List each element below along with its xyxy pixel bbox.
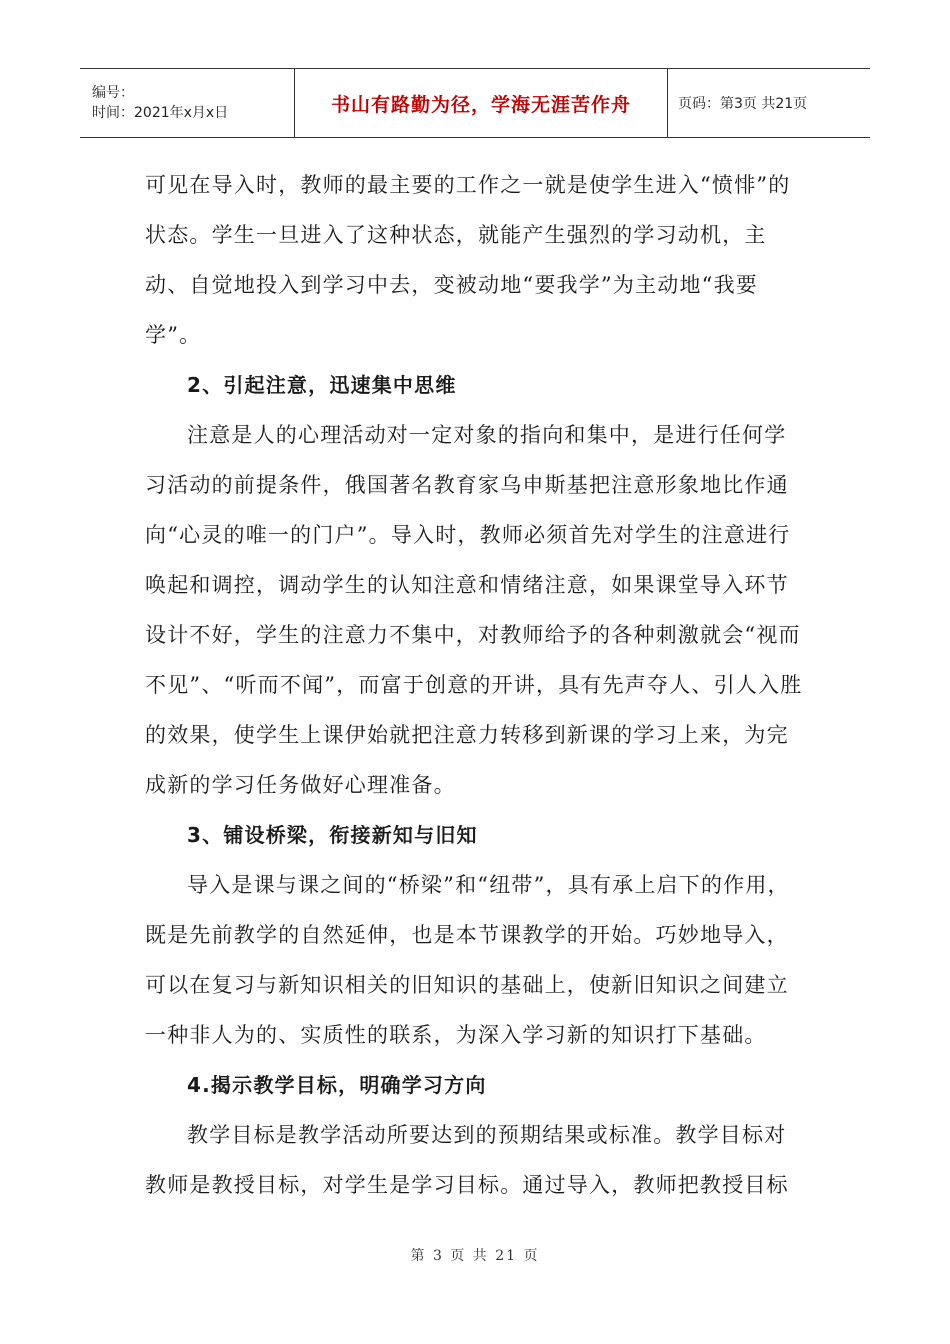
page-header [80,68,870,138]
paragraph-4: 教学目标是教学活动所要达到的预期结果或标准。教学目标对教师是教授目标，对学生是学习目标。通过导入，教师把教授目标 [145,1123,789,1197]
section-heading-3: 3、铺设桥梁，衔接新知与旧知 [187,823,478,847]
header-meta [80,69,295,137]
section-heading-2: 2、引起注意，迅速集中思维 [187,373,457,397]
page-footer [0,1245,950,1265]
paragraph-2: 注意是人的心理活动对一定对象的指向和集中，是进行任何学习活动的前提条件，俄国著名教育家乌申斯基把注意形象地比作通向“心灵的唯一的门户”。导入时，教师必须首先对学生的注意进行唤起和调控，调动学生的认知注意和情绪注意，如果课堂导入环节设计不好，学生的注意力不集中，对教师给予的各种刺激就会“视而不见”、“听而不闻”，而富于创意的开讲，具有先声夺人、引人入胜的效果，使学生上课伊始就把注意力转移到新课的学习上来，为完成新的学习任务做好心理准备。 [145,423,803,797]
paragraph-3: 导入是课与课之间的“桥梁”和“纽带”，具有承上启下的作用，既是先前教学的自然延伸，也是本节课教学的开始。巧妙地导入，可以在复习与新知识相关的旧知识的基础上，使新旧知识之间建立一种非人为的、实质性的联系，为深入学习新的知识打下基础。 [145,873,790,1047]
motto-text: 书山有路勤为径，学海无涯苦作舟 [330,93,631,116]
document-body [145,160,805,1210]
number-label: 编号： [92,85,134,101]
header-motto [295,69,668,137]
page-info-text: 页码：第3页 共21页 [678,96,808,112]
section-heading-4: 4.揭示教学目标，明确学习方向 [187,1073,487,1097]
footer-page-number: 第 3 页 共 21 页 [410,1248,540,1264]
paragraph-1: 可见在导入时，教师的最主要的工作之一就是使学生进入“愤悱”的状态。学生一旦进入了这种状态，就能产生强烈的学习动机，主动、自觉地投入到学习中去，变被动地“要我学”为主动地“我要学”。 [145,173,791,347]
time-label: 时间：2021年x月x日 [92,105,229,121]
header-page-info [668,69,870,137]
